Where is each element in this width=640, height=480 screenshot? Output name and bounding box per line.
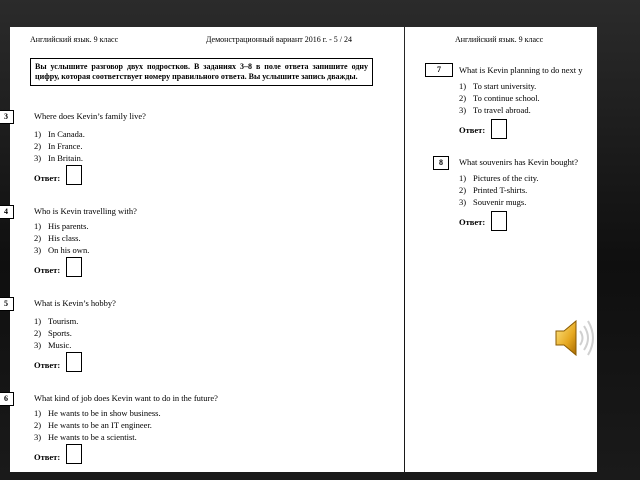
option[interactable]: 2) To continue school. (459, 93, 540, 104)
answer-label: Ответ: (34, 360, 61, 370)
option[interactable]: 1) Pictures of the city. (459, 173, 539, 183)
question-number: 4 (0, 205, 14, 219)
right-page (405, 27, 597, 472)
question-number: 8 (433, 156, 449, 170)
options-list (34, 315, 78, 352)
options-list (459, 80, 540, 117)
answer-label: Ответ: (34, 265, 61, 275)
answer-label: Ответ: (459, 217, 486, 227)
question-number: 5 (0, 297, 14, 311)
answer-label: Ответ: (34, 173, 61, 183)
option[interactable]: 2) Sports. (34, 328, 72, 339)
question-number: 7 (425, 63, 453, 77)
options-list (34, 220, 89, 257)
option[interactable]: 2) He wants to be an IT engineer. (34, 420, 152, 431)
answer-input-box[interactable] (66, 257, 82, 277)
answer-input-box[interactable] (66, 444, 82, 464)
options-list (34, 407, 161, 444)
option[interactable]: 2) Printed T-shirts. (459, 185, 528, 196)
question-text: Who is Kevin travelling with? (34, 206, 137, 216)
speaker-icon[interactable] (550, 315, 596, 366)
question-number: 6 (0, 392, 14, 406)
page-header-variant: Демонстрационный вариант 2016 г. - 5 / 24 (206, 35, 353, 44)
option[interactable]: 3) He wants to be a scientist. (34, 432, 137, 443)
answer-input-box[interactable] (66, 352, 82, 372)
question-text: What is Kevin planning to do next y (459, 65, 583, 75)
option[interactable]: 3) In Britain. (34, 153, 83, 164)
left-page (4, 27, 404, 472)
answer-input-box[interactable] (491, 119, 507, 139)
question-text: What souvenirs has Kevin bought? (459, 157, 578, 167)
question-text: Where does Kevin’s family live? (34, 111, 146, 121)
instructions-box: Вы услышите разговор двух подростков. В заданиях 3–8 в поле ответа запишите одну цифру, которая соответствует номеру правильного ответа. Вы услышите запись дважды. (30, 58, 373, 86)
page-header-subject: Английский язык. 9 класс (455, 35, 544, 44)
answer-input-box[interactable] (491, 211, 507, 231)
option[interactable]: 1) His parents. (34, 221, 89, 231)
option[interactable]: 3) On his own. (34, 245, 90, 256)
option[interactable]: 3) To travel abroad. (459, 105, 531, 116)
question-number: 3 (0, 110, 14, 124)
option[interactable]: 3) Music. (34, 340, 72, 351)
question-text: What kind of job does Kevin want to do in the future? (34, 393, 218, 403)
answer-input-box[interactable] (66, 165, 82, 185)
option[interactable]: 2) His class. (34, 233, 81, 244)
options-list (459, 172, 539, 209)
option[interactable]: 1) In Canada. (34, 129, 85, 139)
answer-label: Ответ: (34, 452, 61, 462)
option[interactable]: 1) Tourism. (34, 316, 79, 326)
option[interactable]: 3) Souvenir mugs. (459, 197, 527, 208)
answer-label: Ответ: (459, 125, 486, 135)
page-header-subject: Английский язык. 9 класс (30, 35, 119, 44)
question-text: What is Kevin’s hobby? (34, 298, 116, 308)
options-list (34, 128, 85, 165)
option[interactable]: 2) In France. (34, 141, 83, 152)
option[interactable]: 1) To start university. (459, 81, 537, 91)
option[interactable]: 1) He wants to be in show business. (34, 408, 161, 418)
